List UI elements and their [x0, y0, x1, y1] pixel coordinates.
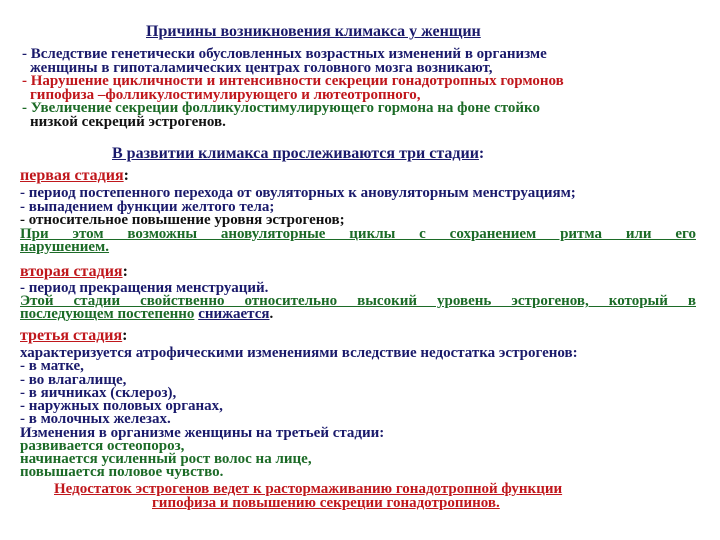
stage-1-name: первая стадия	[20, 167, 124, 184]
stages-heading-colon: :	[478, 145, 485, 162]
stage-1-line-5: нарушением.	[20, 239, 110, 255]
stage-1-line-1: - период постепенного перехода от овуляторных к ановуляторным менструациям;	[20, 185, 576, 201]
stage-2-line-3-text: последующем постепенно	[20, 306, 195, 322]
stage-2-line-1: - период прекращения менструаций.	[20, 280, 269, 296]
stage-1-line-3: - относительное повышение уровня эстрогенов;	[20, 212, 345, 228]
cause-2-line-1: - Нарушение цикличности и интенсивности секреции гонадотропных гормонов	[22, 73, 564, 89]
stage-3-line-4: - в яичниках (склероз),	[20, 385, 177, 401]
stage-3-colon: :	[122, 327, 128, 344]
stage-2-colon: :	[122, 263, 128, 280]
stages-heading-text: В развитии климакса прослеживаются три стадии	[112, 145, 479, 162]
conclusion-line-1: Недостаток эстрогенов ведет к растормаживанию гонадотропной функции	[54, 481, 563, 497]
stages-heading	[112, 146, 484, 161]
changes-heading: Изменения в организме женщины на третьей стадии:	[20, 425, 385, 441]
changes-line-2: начинается усиленный рост волос на лице,	[20, 451, 312, 467]
stage-2-line-3	[20, 307, 273, 322]
conclusion-line-2: гипофиза и повышению секреции гонадотропинов.	[152, 495, 500, 511]
stage-2-line-3-dot: .	[269, 306, 274, 322]
stage-3-line-6: - в молочных железах.	[20, 411, 171, 427]
stage-3-line-2: - в матке,	[20, 358, 84, 374]
stage-2-name: вторая стадия	[20, 263, 123, 280]
stage-1-line-4: При этом возможны ановуляторные циклы с сохранением ритма или его	[20, 226, 696, 242]
cause-2-line-2: гипофиза –фолликулостимулирующего и лютеотропного,	[30, 87, 421, 103]
changes-line-3: повышается половое чувство.	[20, 464, 224, 480]
cause-1-line-2: женщины в гипоталамических центрах головного мозга возникают,	[30, 60, 493, 76]
changes-line-1: развивается остеопороз,	[20, 438, 185, 454]
stage-3-line-3: - во влагалище,	[20, 372, 127, 388]
stage-1-heading	[20, 168, 129, 183]
stage-3-line-5: - наружных половых органах,	[20, 398, 223, 414]
stage-1-line-2: - выпадением функции желтого тела;	[20, 199, 275, 215]
cause-1-line-1: - Вследствие генетически обусловленных возрастных изменений в организме	[22, 46, 547, 62]
cause-3-line-2: низкой секреций эстрогенов.	[30, 114, 226, 130]
stage-3-line-1: характеризуется атрофическими изменениями вследствие недостатка эстрогенов:	[20, 345, 578, 361]
cause-3-line-1: - Увеличение секреции фолликулостимулирующего гормона на фоне стойко	[22, 100, 540, 116]
stage-2-line-3-end: снижается	[198, 306, 270, 322]
stage-3-name: третья стадия	[20, 327, 123, 344]
stage-3-heading	[20, 328, 127, 343]
stage-1-colon: :	[123, 167, 129, 184]
page-title: Причины возникновения климакса у женщин	[146, 23, 481, 40]
stage-2-line-2: Этой стадии свойственно относительно высокий уровень эстрогенов, который в	[20, 293, 696, 309]
stage-2-heading	[20, 264, 128, 279]
